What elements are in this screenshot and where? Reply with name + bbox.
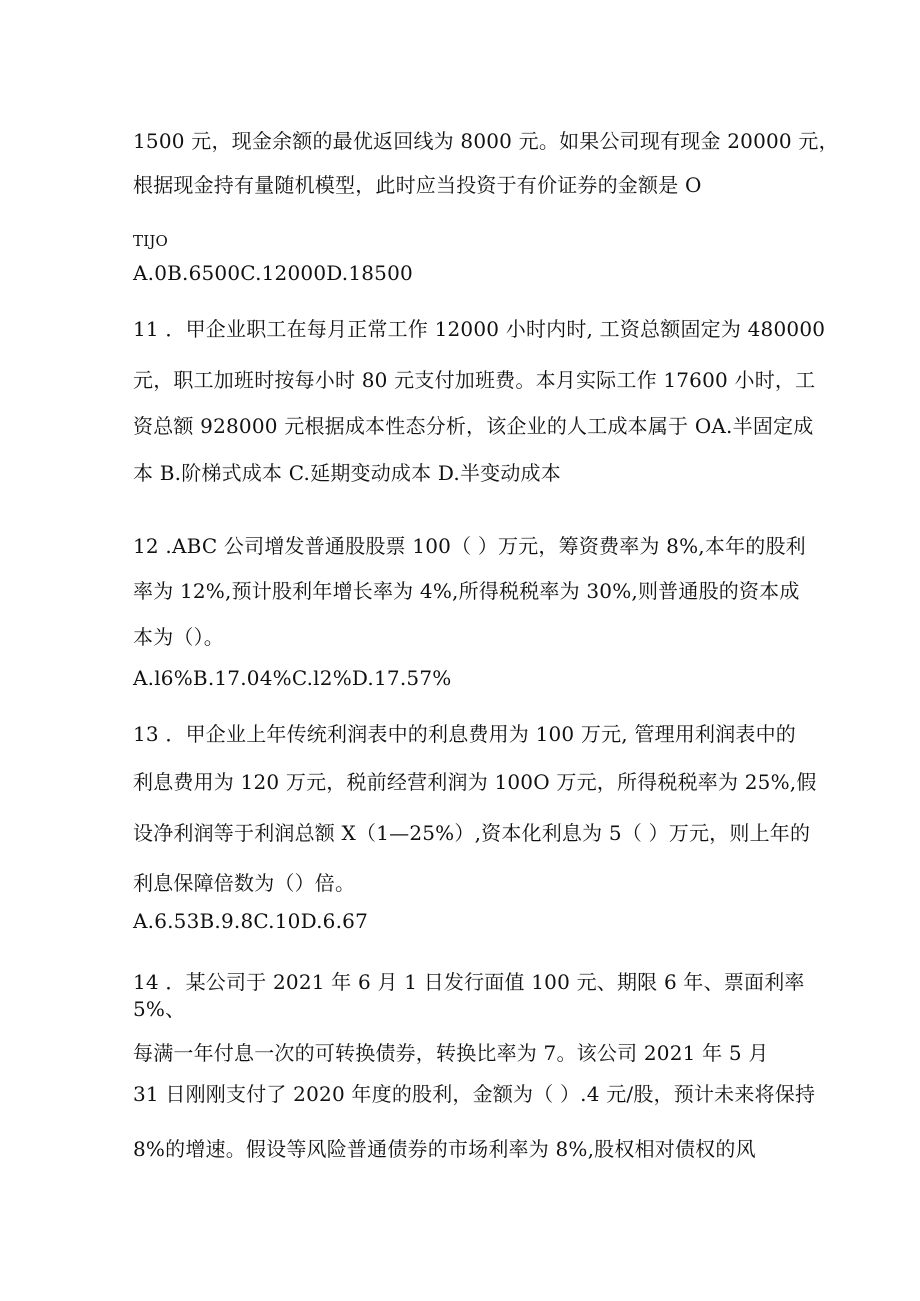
text-line: 利息保障倍数为（）倍。 bbox=[133, 871, 356, 895]
answer-options: A.0B.6500C.12000D.18500 bbox=[133, 261, 413, 285]
question-12: 12 .ABC 公司增发普通股股票 100（ ）万元，筹资费率为 8%,本年的股利 bbox=[133, 534, 806, 558]
text-line: TIJO bbox=[133, 232, 169, 250]
text-line: 1500 元，现金余额的最优返回线为 8000 元。如果公司现有现金 20000 元， bbox=[133, 129, 839, 153]
text-line: 利息费用为 120 万元，税前经营利润为 100O 万元，所得税税率为 25%,假 bbox=[133, 770, 817, 794]
text-line: 31 日刚刚支付了 2020 年度的股利，金额为（ ）.4 元/股，预计未来将保持 bbox=[133, 1082, 816, 1106]
text-line: 本 B.阶梯式成本 C.延期变动成本 D.半变动成本 bbox=[133, 461, 561, 485]
question-11: 11 ．甲企业职工在每月正常工作 12000 小时内时, 工资总额固定为 480000 bbox=[133, 317, 826, 341]
text-line: 本为（）。 bbox=[133, 625, 224, 649]
text-line: 每满一年付息一次的可转换债券，转换比率为 7。该公司 2021 年 5 月 bbox=[133, 1041, 769, 1065]
question-13: 13 ．甲企业上年传统利润表中的利息费用为 100 万元, 管理用利润表中的 bbox=[133, 722, 797, 746]
text-line: 元，职工加班时按每小时 80 元支付加班费。本月实际工作 17600 小时，工 bbox=[133, 368, 816, 392]
text-line: 5%、 bbox=[133, 997, 186, 1021]
answer-options: A.l6%B.17.04%C.l2%D.17.57% bbox=[133, 666, 452, 690]
text-line: 8%的增速。假设等风险普通债券的市场利率为 8%,股权相对债权的风 bbox=[133, 1137, 756, 1161]
text-line: 率为 12%,预计股利年增长率为 4%,所得税税率为 30%,则普通股的资本成 bbox=[133, 579, 800, 603]
question-14: 14 ．某公司于 2021 年 6 月 1 日发行面值 100 元、期限 6 年、票面利率 bbox=[133, 970, 805, 994]
answer-options: A.6.53B.9.8C.10D.6.67 bbox=[133, 909, 369, 933]
text-line: 资总额 928000 元根据成本性态分析，该企业的人工成本属于 OA.半固定成 bbox=[133, 414, 814, 438]
text-line: 根据现金持有量随机模型，此时应当投资于有价证券的金额是 O bbox=[133, 173, 702, 197]
text-line: 设净利润等于利润总额 X（1—25%）,资本化利息为 5（ ）万元，则上年的 bbox=[133, 821, 811, 845]
